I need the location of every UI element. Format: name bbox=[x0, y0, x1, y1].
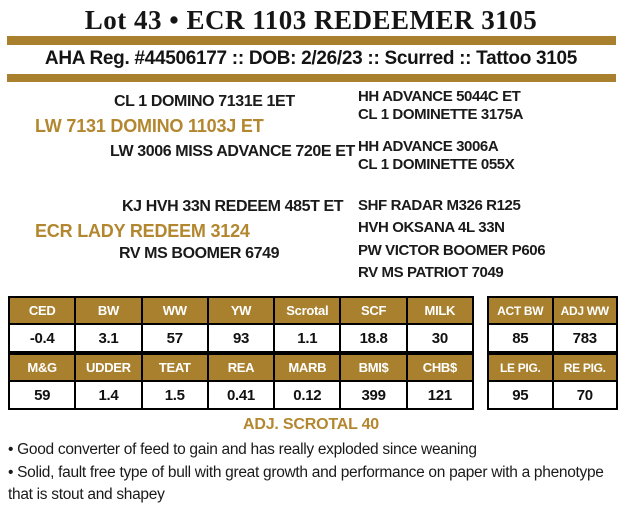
epd-header-cell: YW bbox=[209, 298, 273, 323]
pedigree-dam-of-sire: LW 3006 MISS ADVANCE 720E ET bbox=[110, 143, 355, 160]
perf-value-cell: 783 bbox=[554, 325, 617, 351]
pedigree-sire-of-dam: KJ HVH 33N REDEEM 485T ET bbox=[122, 198, 344, 215]
perf-header-cell: RE PIG. bbox=[554, 353, 617, 380]
pedigree-dam-grandparent-2: HVH OKSANA 4L 33N bbox=[358, 219, 505, 236]
divider-bar-top bbox=[7, 36, 616, 45]
pedigree-sire-grandparent-3: HH ADVANCE 3006A bbox=[358, 138, 499, 155]
perf-value-cell: 70 bbox=[554, 382, 617, 408]
epd-header-cell: BMI$ bbox=[341, 353, 405, 380]
perf-value-cell: 95 bbox=[489, 382, 552, 408]
epd-header-cell: CHB$ bbox=[408, 353, 472, 380]
epd-header-cell: SCF bbox=[341, 298, 405, 323]
pedigree-sire-of-sire: CL 1 DOMINO 7131E 1ET bbox=[114, 93, 295, 110]
bullet-marker: • bbox=[8, 463, 14, 481]
epd-header-cell: WW bbox=[143, 298, 207, 323]
epd-value-cell: 0.41 bbox=[209, 382, 273, 408]
epd-value-cell: 93 bbox=[209, 325, 273, 351]
epd-header-cell: UDDER bbox=[76, 353, 140, 380]
pedigree-dam-name: ECR LADY REDEEM 3124 bbox=[35, 221, 250, 241]
epd-value-cell: 1.4 bbox=[76, 382, 140, 408]
epd-value-cell: 399 bbox=[341, 382, 405, 408]
registration-line: AHA Reg. #44506177 :: DOB: 2/26/23 :: Scurred :: Tattoo 3105 bbox=[44, 48, 578, 69]
epd-value-cell: -0.4 bbox=[10, 325, 74, 351]
pedigree-dam-grandparent-3: PW VICTOR BOOMER P606 bbox=[358, 242, 546, 259]
epd-header-cell: TEAT bbox=[143, 353, 207, 380]
epd-header-cell: BW bbox=[76, 298, 140, 323]
pedigree-dam-grandparent-1: SHF RADAR M326 R125 bbox=[358, 197, 521, 214]
pedigree-sire-grandparent-1: HH ADVANCE 5044C ET bbox=[358, 88, 521, 105]
bullet-marker: • bbox=[8, 441, 14, 458]
pedigree-sire-grandparent-4: CL 1 DOMINETTE 055X bbox=[358, 156, 515, 173]
pedigree-sire-name: LW 7131 DOMINO 1103J ET bbox=[35, 116, 264, 136]
epd-header-cell: CED bbox=[10, 298, 74, 323]
adj-scrotal-line: ADJ. SCROTAL 40 bbox=[243, 416, 379, 433]
divider-bar-bottom bbox=[7, 74, 616, 82]
note-item bbox=[8, 462, 616, 507]
performance-table bbox=[487, 296, 618, 410]
pedigree-dam-of-dam: RV MS BOOMER 6749 bbox=[119, 245, 280, 262]
pedigree-sire-grandparent-2: CL 1 DOMINETTE 3175A bbox=[358, 106, 524, 123]
epd-header-cell: Scrotal bbox=[275, 298, 339, 323]
note-text: Solid, fault free type of bull with great growth and performance on paper with a phenotype that is stout and shapey bbox=[8, 463, 604, 503]
perf-header-cell: ACT BW bbox=[489, 298, 552, 323]
epd-value-cell: 30 bbox=[408, 325, 472, 351]
epd-header-cell: REA bbox=[209, 353, 273, 380]
epd-header-cell: M&G bbox=[10, 353, 74, 380]
epd-header-cell: MARB bbox=[275, 353, 339, 380]
epd-table bbox=[8, 296, 474, 410]
epd-value-cell: 121 bbox=[408, 382, 472, 408]
note-text: Good converter of feed to gain and has really exploded since weaning bbox=[17, 441, 477, 458]
lot-title: Lot 43 • ECR 1103 REDEEMER 3105 bbox=[84, 5, 538, 35]
pedigree-dam-grandparent-4: RV MS PATRIOT 7049 bbox=[358, 264, 504, 281]
epd-value-cell: 0.12 bbox=[275, 382, 339, 408]
epd-value-cell: 3.1 bbox=[76, 325, 140, 351]
notes-list bbox=[8, 439, 616, 507]
epd-value-cell: 18.8 bbox=[341, 325, 405, 351]
epd-value-cell: 57 bbox=[143, 325, 207, 351]
perf-header-cell: LE PIG. bbox=[489, 353, 552, 380]
note-item bbox=[8, 439, 616, 462]
epd-value-cell: 59 bbox=[10, 382, 74, 408]
epd-value-cell: 1.1 bbox=[275, 325, 339, 351]
perf-header-cell: ADJ WW bbox=[554, 298, 617, 323]
perf-value-cell: 85 bbox=[489, 325, 552, 351]
epd-value-cell: 1.5 bbox=[143, 382, 207, 408]
epd-header-cell: MILK bbox=[408, 298, 472, 323]
